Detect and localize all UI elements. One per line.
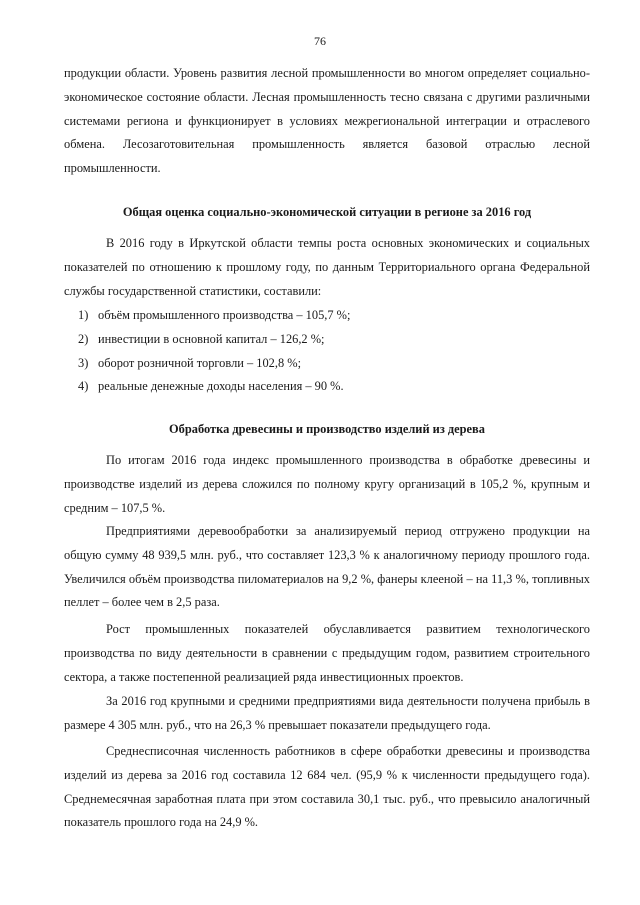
list-item-text: объём промышленного производства – 105,7 %; <box>98 308 351 322</box>
list-item <box>64 328 590 352</box>
list-item-text: оборот розничной торговли – 102,8 %; <box>98 355 302 370</box>
list-item-number: 2) <box>78 331 89 346</box>
list-item-text: инвестиции в основной капитал – 126,2 %; <box>98 331 325 346</box>
section2-paragraph-1-block <box>64 449 590 520</box>
list-item-number: 3) <box>78 355 89 370</box>
section-heading-socioeconomic: Общая оценка социально-экономической ситуации в регионе за 2016 год <box>122 205 532 219</box>
list-item <box>64 304 590 328</box>
section2-paragraph: Рост промышленных показателей обуславливается развитием технологического производства по виду деятельности в сравнении с предыдущим годом, развитием строительного сектора, а также постепенной реализацией ряда инвестиционных проектов. <box>64 622 590 684</box>
intro-paragraph-block <box>64 62 590 181</box>
section2-paragraph: За 2016 год крупными и средними предприятиями вида деятельности получена прибыль в размере 4 305 млн. руб., что на 26,3 % превышает показатели предыдущего года. <box>64 694 590 732</box>
intro-paragraph: продукции области. Уровень развития лесной промышленности во многом определяет социально-экономическое состояние области. Лесная промышленность тесно связана с другими различными системами региона и функционирует в условиях межрегиональной интеграции и отраслевого обмена. Лесозаготовительная промышленность является базовой отраслью лесной промышленности. <box>64 66 590 176</box>
section2-paragraph-3-block <box>64 618 590 689</box>
list-item-number: 4) <box>78 379 89 394</box>
list-item-number: 1) <box>78 308 89 322</box>
section2-paragraph: Предприятиями деревообработки за анализируемый период отгружено продукции на общую сумму 48 939,5 млн. руб., что составляет 123,3 % к аналогичному периоду прошлого года. Увеличился объём производства пиломатериалов на 9,2 %, фанеры клееной – на 11,3 %, топливных пеллет – более чем в 2,5 раза. <box>64 524 590 610</box>
indicator-list <box>64 304 590 399</box>
section2-paragraph: Среднесписочная численность работников в сфере обработки древесины и производства изделий из дерева за 2016 год составила 12 684 чел. (95,9 % к численности предыдущего года). Среднемесячная заработная плата при этом составила 30,1 тыс. руб., что превысило аналогичный показатель прошлого года на 24,9 %. <box>64 744 590 830</box>
section2-paragraph: По итогам 2016 года индекс промышленного производства в обработке древесины и производстве изделий из дерева сложился по полному кругу организаций в 105,2 %, крупным и средним – 107,5 %. <box>64 453 590 515</box>
section-heading-wood-processing: Обработка древесины и производство изделий из дерева <box>169 422 485 436</box>
section1-paragraph: В 2016 году в Иркутской области темпы роста основных экономических и социальных показателей по отношению к прошлому году, по данным Территориального органа Федеральной службы государственной статистики, составили: <box>64 236 590 298</box>
list-item <box>64 375 590 399</box>
list-item <box>64 352 590 376</box>
section2-paragraph-4-block <box>64 690 590 738</box>
section1-paragraph-block <box>64 232 590 303</box>
page-number: 76 <box>314 34 326 48</box>
section2-paragraph-5-block <box>64 740 590 835</box>
section2-paragraph-2-block <box>64 520 590 615</box>
list-item-text: реальные денежные доходы населения – 90 %. <box>98 379 344 394</box>
